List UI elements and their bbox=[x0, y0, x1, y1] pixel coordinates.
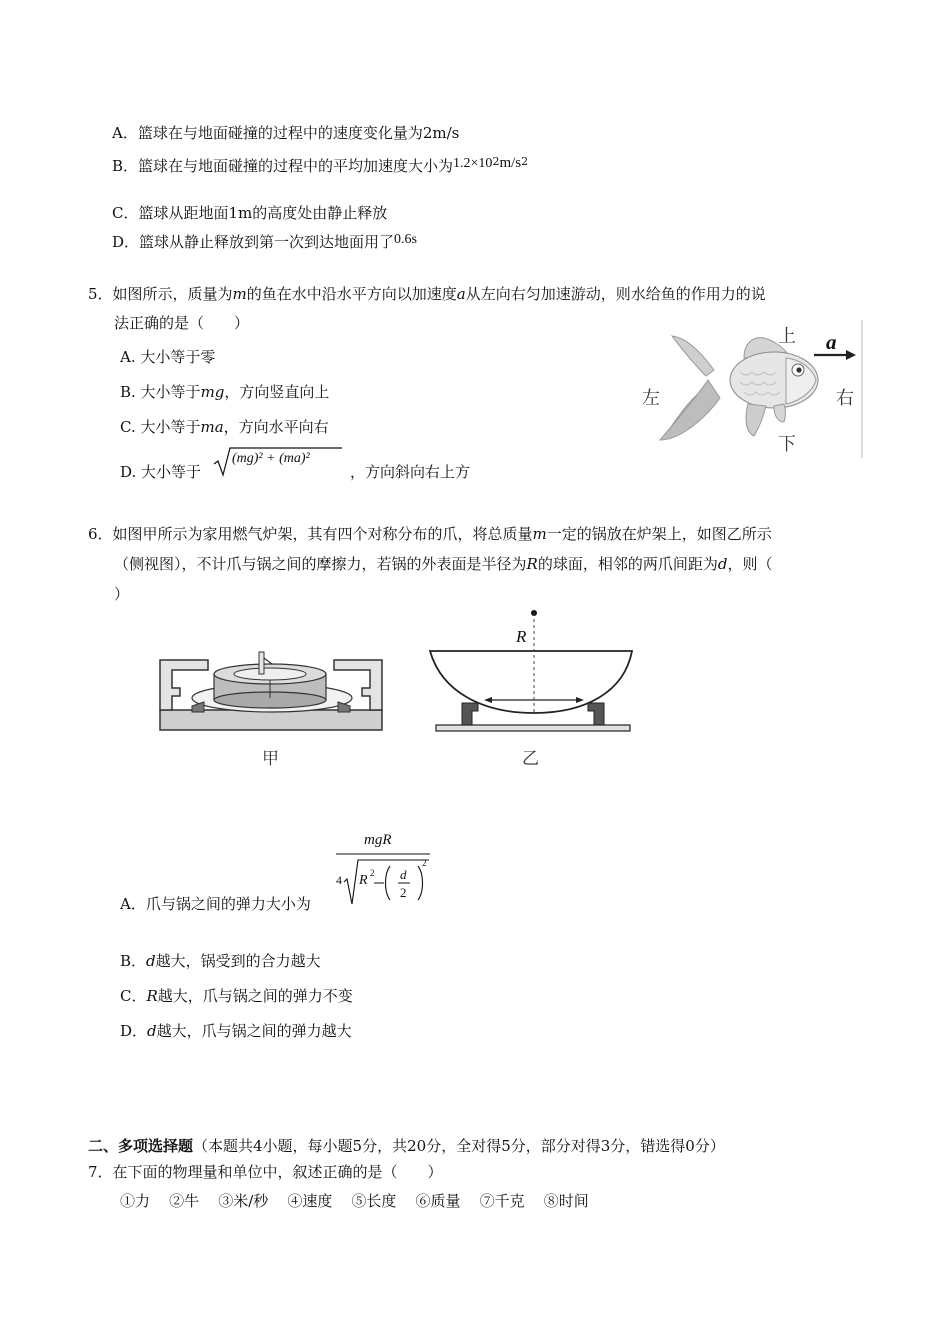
q6-stem-line3: ） bbox=[114, 585, 130, 603]
q5-stem-text-1: 5．如图所示，质量为 bbox=[88, 285, 233, 303]
q6-stem-var-R: R bbox=[526, 555, 538, 573]
q5-option-c-post: ，方向水平向右 bbox=[223, 418, 329, 436]
q5-option-d-post: ，方向斜向右上方 bbox=[350, 463, 471, 481]
q5-option-b-text: B. 大小等于 bbox=[120, 383, 201, 401]
q6-option-c-var: R bbox=[146, 987, 158, 1005]
formula-d: d bbox=[400, 867, 407, 882]
q5-option-b bbox=[120, 381, 329, 402]
fish-label-right: 右 bbox=[836, 388, 854, 409]
q5-option-a: A. 大小等于零 bbox=[120, 348, 216, 366]
q6-option-a-formula bbox=[334, 830, 434, 910]
pot-illustration bbox=[428, 607, 638, 735]
q4-option-d bbox=[112, 231, 417, 252]
q6-stem-text-1: 6．如图甲所示为家用燃气炉架，其有四个对称分布的爪，将总质量 bbox=[88, 525, 533, 543]
q5-stem-var-a: a bbox=[456, 285, 466, 303]
q7-item: ①力 bbox=[120, 1192, 151, 1210]
formula-numerator: mgR bbox=[364, 832, 392, 848]
q7-item: ④速度 bbox=[287, 1192, 333, 1210]
fraction-sqrt-icon bbox=[334, 830, 434, 910]
formula-R-exp: 2 bbox=[370, 868, 375, 878]
formula-paren-exp: 2 bbox=[422, 858, 427, 868]
q7-item: ⑧时间 bbox=[543, 1192, 589, 1210]
q6-option-d-var: d bbox=[147, 1022, 157, 1040]
q6-option-b-var: d bbox=[146, 952, 156, 970]
q5-stem-line1 bbox=[88, 283, 766, 304]
q6-option-c-text: 越大，爪与锅之间的弹力不变 bbox=[157, 987, 353, 1005]
q6-option-b-label: B． bbox=[120, 952, 147, 970]
q7-item: ⑥质量 bbox=[415, 1192, 461, 1210]
q6-option-c-label: C． bbox=[120, 987, 147, 1005]
fish-label-down: 下 bbox=[778, 434, 796, 455]
q7-items bbox=[120, 1190, 589, 1211]
q5-option-b-post: ，方向竖直向上 bbox=[224, 383, 330, 401]
q7-item: ⑦千克 bbox=[479, 1192, 525, 1210]
q5-stem-var-m: m bbox=[232, 285, 247, 303]
q5-option-c bbox=[120, 416, 329, 437]
q6-stem-text-4: 的球面，相邻的两爪间距为 bbox=[537, 555, 718, 573]
q6-option-a: A．爪与锅之间的弹力大小为 bbox=[120, 895, 311, 913]
fish-label-accel: a bbox=[826, 330, 837, 354]
fish-label-left: 左 bbox=[642, 388, 660, 409]
q6-stem-line1 bbox=[88, 523, 772, 544]
q6-option-c bbox=[120, 985, 353, 1006]
q6-option-b bbox=[120, 950, 321, 971]
q6-stem-text-3: （侧视图），不计爪与锅之间的摩擦力，若锅的外表面是半径为 bbox=[114, 555, 527, 573]
formula-denom-two: 2 bbox=[400, 885, 407, 900]
q7-item: ⑤长度 bbox=[351, 1192, 397, 1210]
q4-option-d-value: 0.6s bbox=[394, 232, 417, 247]
q5-option-d bbox=[120, 461, 201, 482]
q7-item: ②牛 bbox=[169, 1192, 200, 1210]
q5-option-d-formula-text: (mg)² + (ma)² bbox=[232, 451, 310, 466]
q4-option-b-text: B．篮球在与地面碰撞的过程中的平均加速度大小为 bbox=[112, 157, 454, 175]
q5-option-b-var: mg bbox=[200, 383, 225, 401]
q6-stem-var-m: m bbox=[532, 525, 547, 543]
q4-option-a: A．篮球在与地面碰撞的过程中的速度变化量为2m/s bbox=[112, 124, 460, 142]
q4-option-b bbox=[112, 155, 528, 176]
section2-note: （本题共4小题，每小题5分，共20分，全对得5分，部分对得3分，错选得0分） bbox=[193, 1137, 725, 1155]
q6-option-d-text: 越大，爪与锅之间的弹力越大 bbox=[156, 1022, 352, 1040]
q4-option-b-unit-exp: 2 bbox=[521, 155, 529, 168]
q4-option-b-value: 1.2×10 bbox=[453, 156, 493, 171]
q5-option-c-var: ma bbox=[200, 418, 224, 436]
formula-R: R bbox=[359, 873, 368, 888]
q6-stem-text-2: 一定的锅放在炉架上，如图乙所示 bbox=[546, 525, 772, 543]
q4-option-d-text: D．篮球从静止释放到第一次到达地面用了 bbox=[112, 233, 395, 251]
q7-item: ③米/秒 bbox=[218, 1192, 269, 1210]
q7-stem: 7．在下面的物理量和单位中，叙述正确的是（ ） bbox=[88, 1163, 443, 1181]
stove-illustration bbox=[158, 640, 386, 735]
q4-option-b-unit: m/s bbox=[499, 155, 522, 171]
stove-figure bbox=[158, 640, 386, 735]
formula-coefficient: 4 bbox=[336, 873, 342, 887]
pot-radius-label: R bbox=[516, 627, 527, 646]
q6-option-b-text: 越大，锅受到的合力越大 bbox=[155, 952, 321, 970]
section2-title: 二、多项选择题 bbox=[88, 1137, 194, 1155]
q6-stem-text-5: ，则（ bbox=[727, 555, 773, 573]
q6-stem-var-d: d bbox=[717, 555, 728, 573]
q5-stem-line2: 法正确的是（ ） bbox=[114, 314, 250, 332]
q6-option-d bbox=[120, 1020, 352, 1041]
q6-stem-line2 bbox=[114, 553, 772, 574]
fish-label-up: 上 bbox=[778, 326, 796, 347]
q5-option-d-text: D. 大小等于 bbox=[120, 463, 202, 481]
q4-option-c: C．篮球从距地面1m的高度处由静止释放 bbox=[112, 204, 388, 222]
q5-stem-text-2: 的鱼在水中沿水平方向以加速度 bbox=[246, 285, 457, 303]
figure-label-yi: 乙 bbox=[522, 749, 539, 769]
q5-stem-text-3: 从左向右匀加速游动，则水给鱼的作用力的说 bbox=[465, 285, 766, 303]
q5-option-c-text: C. 大小等于 bbox=[120, 418, 201, 436]
fish-figure bbox=[636, 318, 864, 460]
section2-heading bbox=[88, 1135, 725, 1156]
pot-figure bbox=[428, 607, 638, 735]
q6-option-d-label: D． bbox=[120, 1022, 148, 1040]
figure-label-jia: 甲 bbox=[262, 749, 279, 769]
q4-option-b-exp: 2 bbox=[492, 155, 500, 168]
